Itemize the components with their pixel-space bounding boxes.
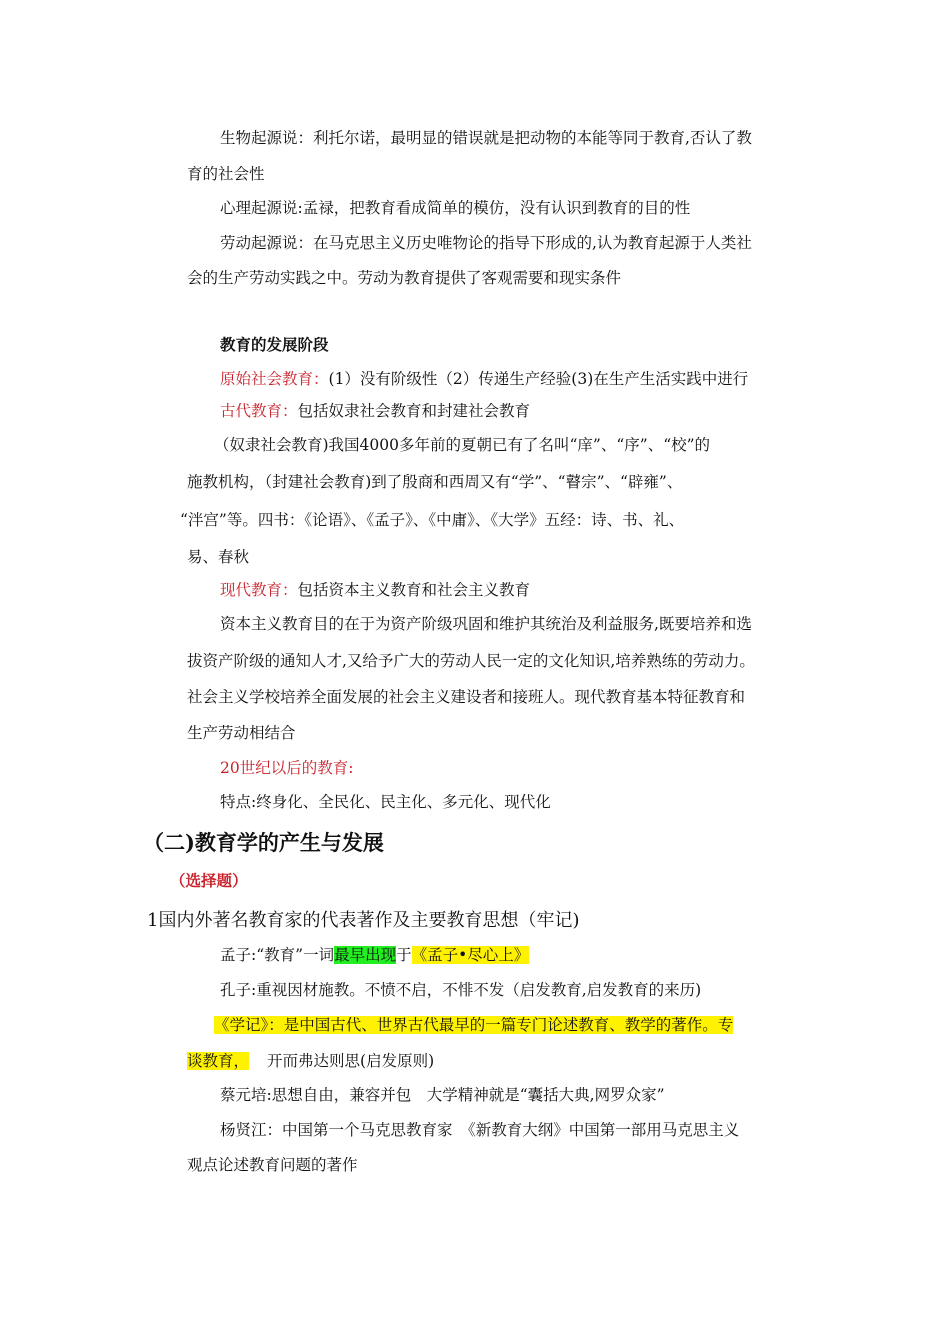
stages-heading: 教育的发展阶段 <box>220 335 329 354</box>
ancient-para-line2: 施教机构，（封建社会教育)到了殷商和西周又有“学”、“瞽宗”、“辟雍”、 <box>187 473 683 491</box>
mencius-highlight-earliest: 最早出现 <box>334 946 397 964</box>
bio-origin-line2: 育的社会性 <box>187 165 265 183</box>
yang-line2: 观点论述教育问题的著作 <box>187 1156 358 1174</box>
mencius-prefix: 孟子:“教育”一词 <box>220 946 335 964</box>
cai-line: 蔡元培:思想自由，兼容并包 大学精神就是“囊括大典,网罗众家” <box>220 1086 665 1104</box>
xueji-highlight-line2: 谈教育， <box>187 1052 250 1070</box>
ancient-text: 包括奴隶社会教育和封建社会教育 <box>297 402 531 420</box>
ancient-para-line1: （奴隶社会教育)我国4000多年前的夏朝已有了名叫“庠”、“序”、“校”的 <box>214 436 711 454</box>
modern-para-line3: 社会主义学校培养全面发展的社会主义建设者和接班人。现代教育基本特征教育和 <box>187 688 746 706</box>
psy-origin-line: 心理起源说:孟禄，把教育看成简单的模仿，没有认识到教育的目的性 <box>220 199 691 217</box>
c20-label: 20世纪以后的教育: <box>220 759 354 777</box>
modern-line <box>220 579 530 601</box>
primitive-label: 原始社会教育： <box>220 370 329 388</box>
mencius-book-highlight: 《孟子•尽心上》 <box>411 946 530 964</box>
modern-label: 现代教育： <box>220 581 298 599</box>
xueji-principle: 开而弗达则思(启发原则) <box>267 1052 435 1070</box>
xueji-line1 <box>214 1014 733 1036</box>
ancient-para-line3: “泮宫”等。四书：《论语》、《孟子》、《中庸》、《大学》五经：诗、书、礼、 <box>180 511 685 529</box>
labor-origin-line1: 劳动起源说：在马克思主义历史唯物论的指导下形成的,认为教育起源于人类社 <box>220 234 752 252</box>
ancient-para-line4: 易、春秋 <box>187 548 250 566</box>
primitive-line <box>220 368 748 390</box>
modern-para-line4: 生产劳动相结合 <box>187 724 296 742</box>
confucius-line: 孔子:重视因材施教。不愤不启，不悱不发（启发教育,启发教育的来历) <box>220 981 702 999</box>
ancient-line <box>220 400 530 422</box>
section2-tag: （选择题） <box>170 871 248 890</box>
section2-title: （二)教育学的产生与发展 <box>143 830 384 855</box>
xueji-line2 <box>187 1050 434 1072</box>
modern-para-line2: 拔资产阶级的通知人才,又给予广大的劳动人民一定的文化知识,培养熟练的劳动力。 <box>187 652 755 670</box>
primitive-text: (1）没有阶级性（2）传递生产经验(3)在生产生活实践中进行 <box>328 370 749 388</box>
modern-text: 包括资本主义教育和社会主义教育 <box>297 581 531 599</box>
xueji-highlight-line1: 《学记》：是中国古代、世界古代最早的一篇专门论述教育、教学的著作。专 <box>214 1016 734 1034</box>
item1-heading: 1国内外著名教育家的代表著作及主要教育思想（牢记) <box>147 910 580 931</box>
mencius-yu: 于 <box>396 946 412 964</box>
c20-text: 特点:终身化、全民化、民主化、多元化、现代化 <box>220 793 551 811</box>
mencius-line <box>220 944 529 966</box>
labor-origin-line2: 会的生产劳动实践之中。劳动为教育提供了客观需要和现实条件 <box>187 269 622 287</box>
bio-origin-line1: 生物起源说：利托尔诺，最明显的错误就是把动物的本能等同于教育,否认了教 <box>220 129 752 147</box>
modern-para-line1: 资本主义教育目的在于为资产阶级巩固和维护其统治及利益服务,既要培养和选 <box>220 615 752 633</box>
ancient-label: 古代教育： <box>220 402 298 420</box>
yang-line1: 杨贤江：中国第一个马克思教育家 《新教育大纲》中国第一部用马克思主义 <box>220 1121 740 1139</box>
